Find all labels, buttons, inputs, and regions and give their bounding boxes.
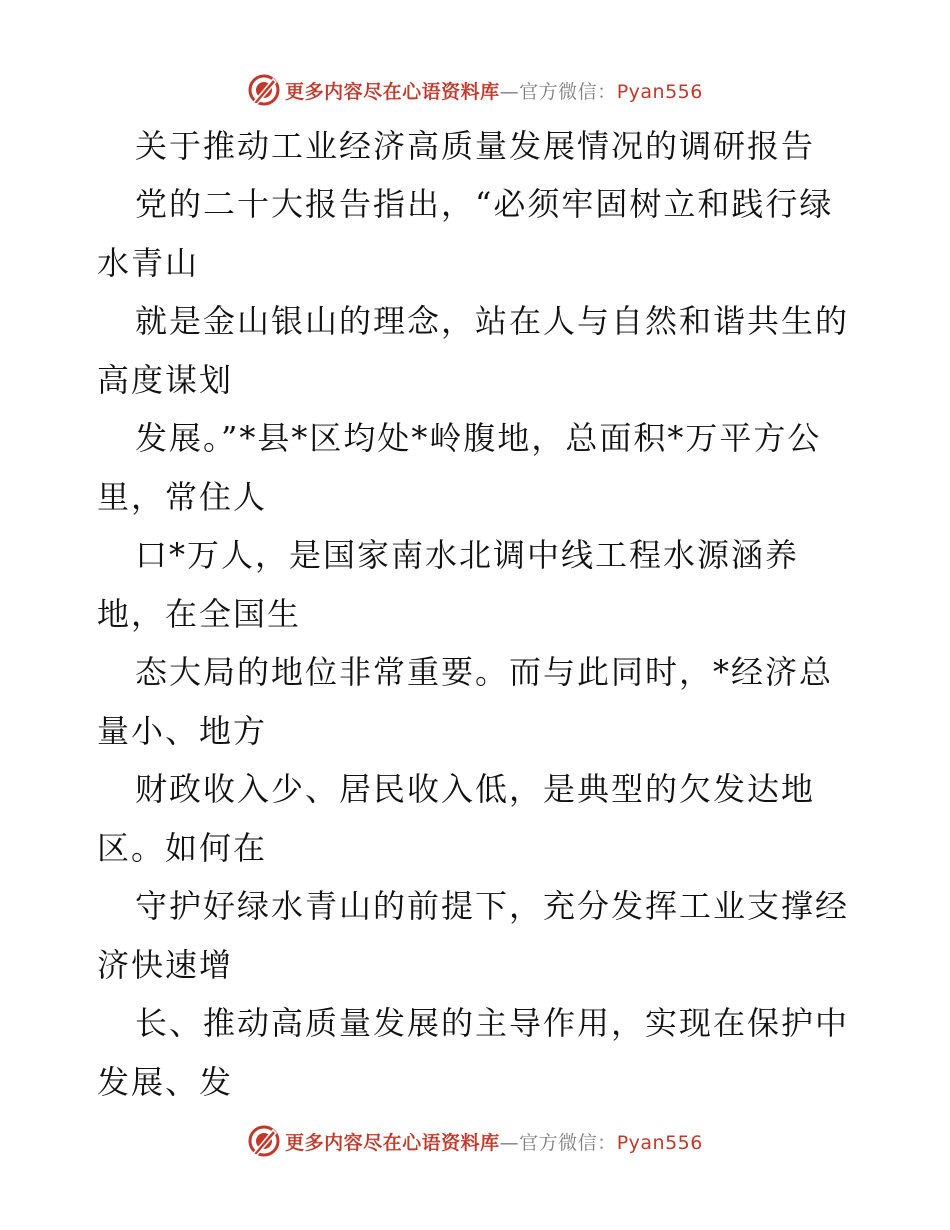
paragraph-line: 地，在全国生 [97, 595, 302, 633]
paragraph-line: 就是金山银山的理念，站在人与自然和谐共生的 [135, 302, 850, 340]
paragraph-line: 水青山 [97, 244, 200, 282]
paragraph-line: 区。如何在 [97, 829, 268, 867]
paragraph-line: 发展。”*县*区均处*岭腹地，总面积*万平方公 [135, 419, 822, 457]
header-watermark-banner [0, 70, 950, 110]
paragraph-line: 财政收入少、居民收入低，是典型的欠发达地 [135, 770, 816, 808]
banner-main-text: 更多内容尽在心语资料库 [285, 80, 500, 103]
paragraph-line: 党的二十大报告指出，“必须牢固树立和践行绿 [135, 185, 834, 223]
document-title: 关于推动工业经济高质量发展情况的调研报告 [135, 127, 816, 165]
paragraph-line: 态大局的地位非常重要。而与此同时，*经济总 [135, 653, 834, 691]
paragraph-line: 守护好绿水青山的前提下，充分发挥工业支撑经 [135, 887, 850, 925]
paragraph-line: 济快速增 [97, 946, 234, 984]
quill-logo-icon [247, 73, 281, 107]
banner-wechat-id: Pyan556 [616, 1131, 703, 1154]
banner-main-text: 更多内容尽在心语资料库 [285, 1131, 500, 1154]
quill-logo-icon [247, 1124, 281, 1158]
paragraph-line: 发展、发 [97, 1063, 234, 1101]
paragraph-line: 长、推动高质量发展的主导作用，实现在保护中 [135, 1004, 850, 1042]
banner-wechat-label: 官方微信： [519, 1131, 617, 1154]
banner-wechat-id: Pyan556 [616, 80, 703, 103]
banner-wechat-label: 官方微信： [519, 80, 617, 103]
paragraph-line: 量小、地方 [97, 712, 268, 750]
footer-watermark-banner [0, 1121, 950, 1161]
banner-dash: — [499, 1131, 520, 1154]
paragraph-line: 里，常住人 [97, 478, 268, 516]
paragraph-line: 口*万人，是国家南水北调中线工程水源涵养 [135, 536, 800, 574]
paragraph-line: 高度谋划 [97, 361, 234, 399]
banner-dash: — [499, 80, 520, 103]
